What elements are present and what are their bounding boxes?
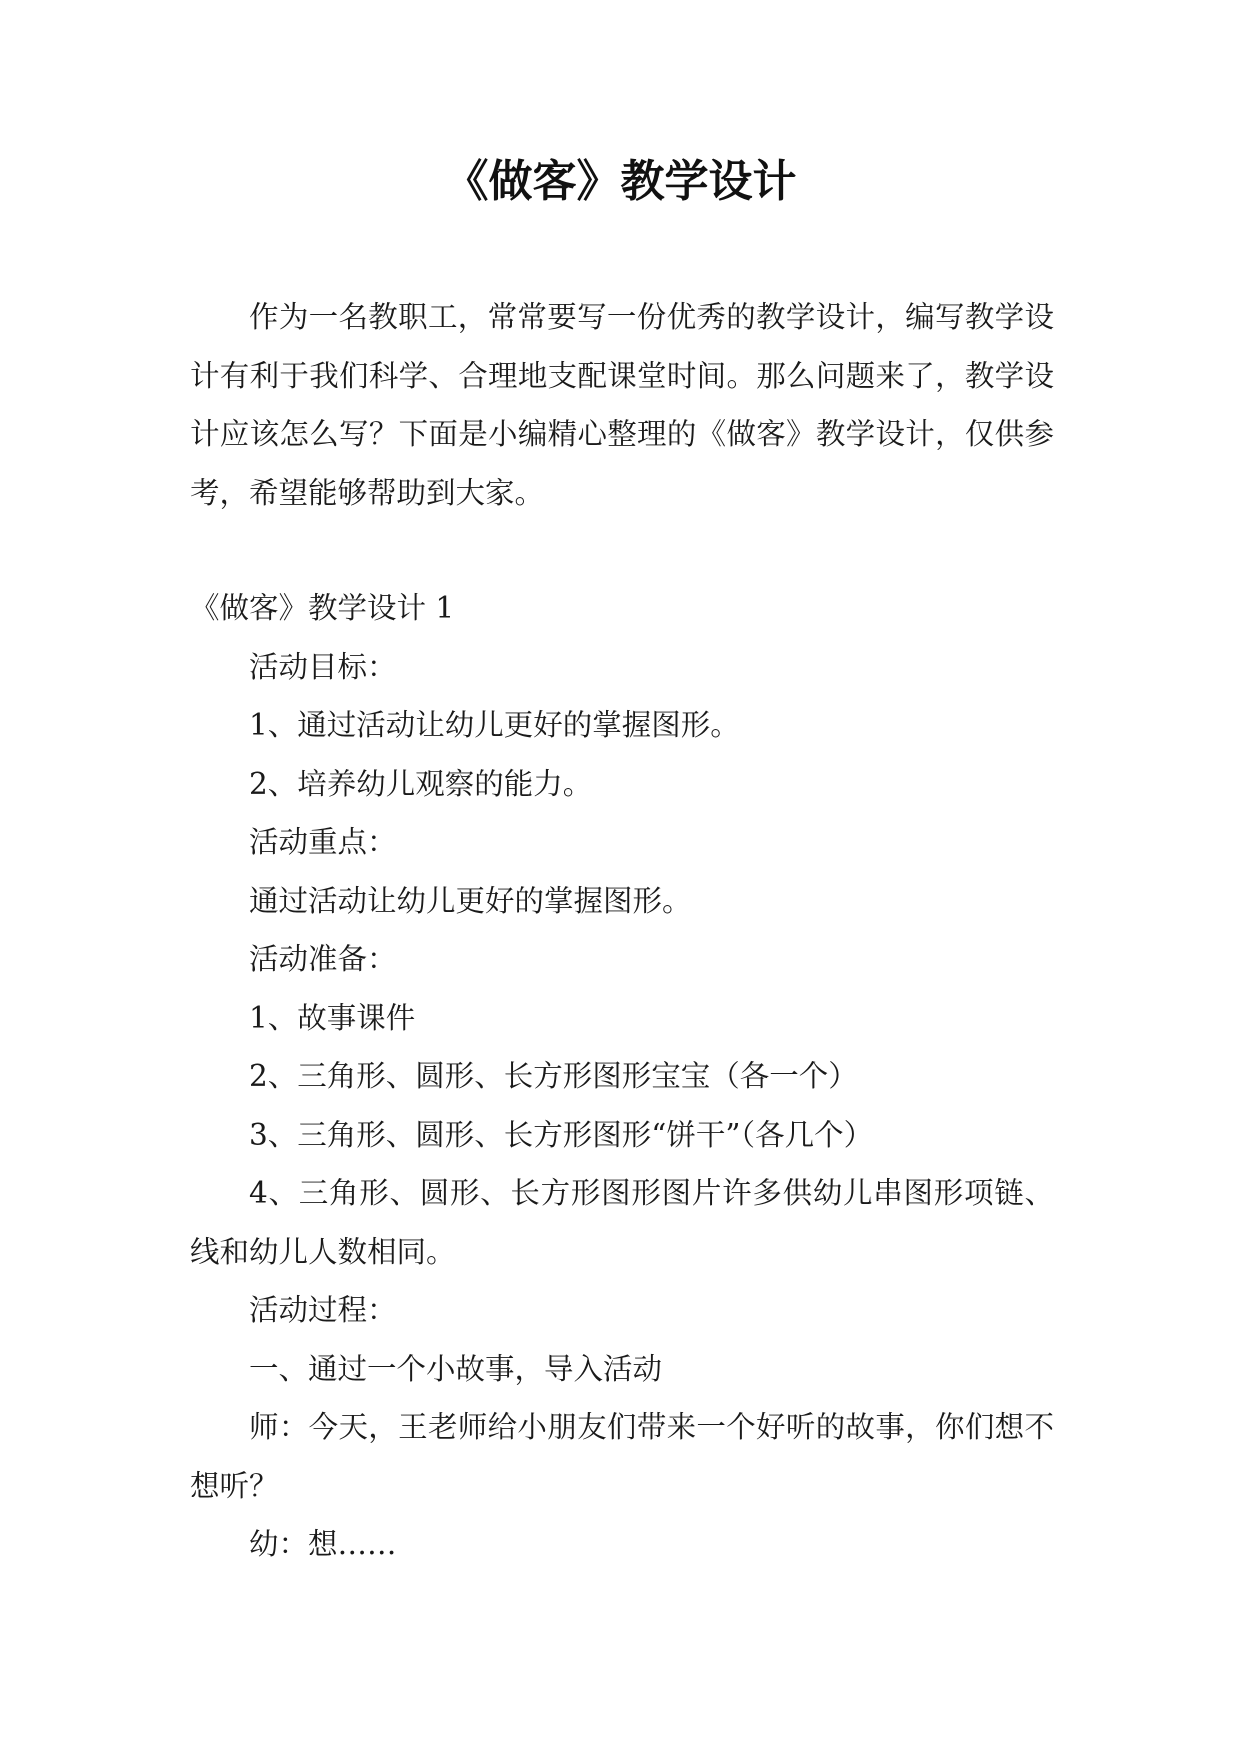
body-paragraph: 活动重点：	[249, 825, 397, 859]
document-title: 《做客》教学设计	[444, 156, 797, 207]
body-paragraph: 一、通过一个小故事，导入活动	[249, 1351, 663, 1386]
body-paragraph: 活动过程：	[249, 1293, 397, 1327]
body-paragraph: 活动准备：	[249, 942, 397, 976]
intro-paragraph: 作为一名教职工，常常要写一份优秀的教学设计，编写教学设计有利于我们科学、合理地支配课堂时间。那么问题来了，教学设计应该怎么写？下面是小编精心整理的《做客》教学设计，仅供参考，希望能够帮助到大家。	[190, 300, 1054, 510]
body-paragraph: 3、三角形、圆形、长方形图形“饼干”（各几个）	[249, 1117, 874, 1152]
body-paragraph: 1、故事课件	[249, 1000, 416, 1035]
body-paragraph: 师：今天，王老师给小朋友们带来一个好听的故事，你们想不想听？	[190, 1410, 1054, 1503]
body-paragraph: 幼：想……	[249, 1527, 397, 1561]
section-heading: 《做客》教学设计 1	[190, 591, 455, 625]
body-paragraph: 活动目标：	[249, 649, 397, 684]
body-paragraph: 2、培养幼儿观察的能力。	[249, 766, 593, 801]
body-paragraph: 1、通过活动让幼儿更好的掌握图形。	[249, 708, 740, 742]
body-paragraph: 通过活动让幼儿更好的掌握图形。	[249, 883, 692, 918]
document-body	[190, 579, 1054, 1574]
body-paragraph: 4、三角形、圆形、长方形图形图片许多供幼儿串图形项链、线和幼儿人数相同。	[190, 1176, 1054, 1269]
body-paragraph: 2、三角形、圆形、长方形图形宝宝（各一个）	[249, 1059, 858, 1093]
